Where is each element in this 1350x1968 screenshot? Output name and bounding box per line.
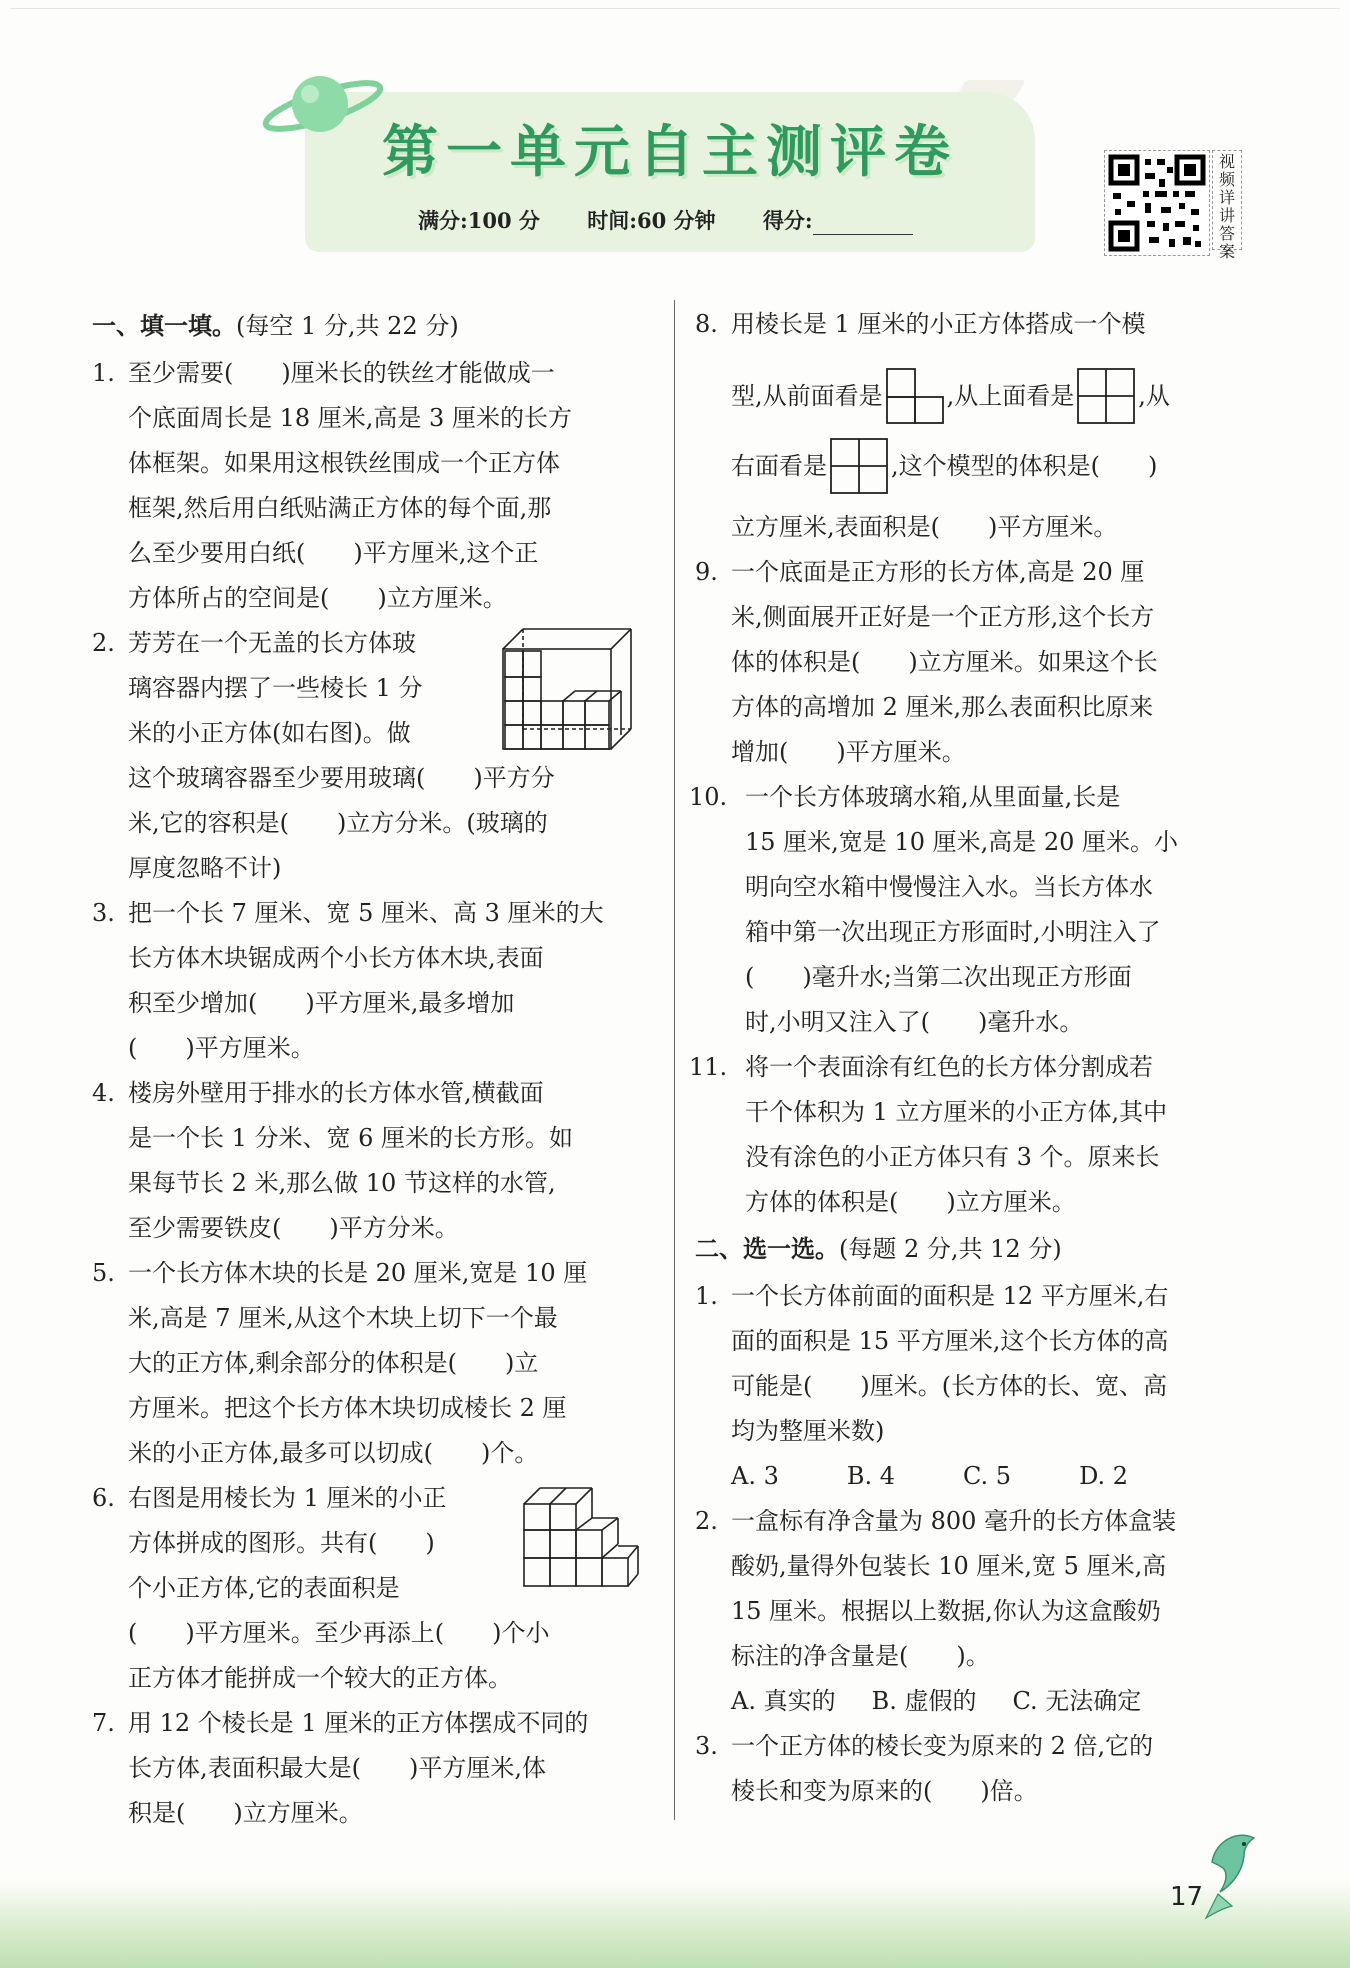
question-line: 璃容器内摆了一些棱长 1 分 bbox=[128, 674, 423, 702]
question-6 bbox=[92, 1476, 652, 1701]
question-line: 么至少要用白纸( )平方厘米,这个正 bbox=[128, 539, 539, 567]
question-line: 长方体,表面积最大是( )平方厘米,体 bbox=[128, 1754, 546, 1782]
question-text: ,从上面看是 bbox=[946, 381, 1075, 410]
choice-options-2 bbox=[695, 1679, 1255, 1724]
question-line: 增加( )平方厘米。 bbox=[731, 738, 966, 766]
question-line: 面的面积是 15 平方厘米,这个长方体的高 bbox=[731, 1327, 1169, 1355]
question-number: 11. bbox=[689, 1053, 728, 1081]
question-line: 体的体积是( )立方厘米。如果这个长 bbox=[731, 648, 1158, 676]
choice-question-1 bbox=[695, 1274, 1255, 1454]
option-b[interactable]: B. 虚假的 bbox=[871, 1687, 977, 1715]
question-line bbox=[731, 365, 1255, 427]
question-number: 8. bbox=[695, 310, 718, 338]
score-field bbox=[763, 205, 913, 235]
question-10 bbox=[689, 775, 1255, 1045]
qr-code-icon[interactable] bbox=[1104, 150, 1210, 256]
right-column bbox=[689, 302, 1255, 1814]
question-line: 用棱长是 1 厘米的小正方体搭成一个模 bbox=[731, 310, 1146, 338]
question-11 bbox=[689, 1045, 1255, 1225]
question-line: 方体的体积是( )立方厘米。 bbox=[745, 1188, 1076, 1216]
question-line: 是一个长 1 分米、宽 6 厘米的长方形。如 bbox=[128, 1124, 574, 1152]
question-line: 米的小正方体(如右图)。做 bbox=[128, 719, 411, 747]
question-line: 芳芳在一个无盖的长方体玻 bbox=[128, 629, 416, 657]
question-number: 4. bbox=[92, 1079, 115, 1107]
question-text: 右面看是 bbox=[731, 451, 827, 480]
question-text: 型,从前面看是 bbox=[731, 381, 883, 410]
option-a[interactable]: A. 真实的 bbox=[731, 1687, 836, 1715]
section-title: 二、选一选。 bbox=[695, 1235, 839, 1263]
question-text: ,这个模型的体积是( ) bbox=[891, 451, 1158, 480]
question-line: 积是( )立方厘米。 bbox=[128, 1799, 363, 1827]
option-b[interactable]: B. 4 bbox=[846, 1462, 896, 1490]
question-1 bbox=[92, 351, 652, 621]
question-line: 体框架。如果用这根铁丝围成一个正方体 bbox=[128, 449, 560, 477]
question-5 bbox=[92, 1251, 652, 1476]
option-d[interactable]: D. 2 bbox=[1079, 1462, 1128, 1490]
question-line: 标注的净含量是( )。 bbox=[731, 1642, 990, 1670]
question-number: 2. bbox=[695, 1507, 718, 1535]
question-line: ( )平方厘米。 bbox=[128, 1034, 315, 1062]
question-line: 立方厘米,表面积是( )平方厘米。 bbox=[731, 513, 1118, 541]
question-line bbox=[731, 427, 1255, 505]
question-line: 厚度忽略不计) bbox=[128, 854, 282, 882]
page-number: 17 bbox=[1170, 1882, 1204, 1912]
option-a[interactable]: A. 3 bbox=[731, 1462, 779, 1490]
question-line: 右图是用棱长为 1 厘米的小正 bbox=[128, 1484, 447, 1512]
score-blank[interactable] bbox=[813, 216, 913, 235]
question-line: 大的正方体,剩余部分的体积是( )立 bbox=[128, 1349, 539, 1377]
question-line: 一个正方体的棱长变为原来的 2 倍,它的 bbox=[731, 1732, 1154, 1760]
front-view-figure bbox=[885, 367, 945, 425]
question-line: 米,高是 7 厘米,从这个木块上切下一个最 bbox=[128, 1304, 558, 1332]
question-line: 积至少增加( )平方厘米,最多增加 bbox=[128, 989, 515, 1017]
top-view-figure bbox=[1076, 367, 1136, 425]
question-line: 时,小明又注入了( )毫升水。 bbox=[745, 1008, 1084, 1036]
time-limit: 时间:60 分钟 bbox=[587, 208, 716, 233]
question-line: 至少需要( )厘米长的铁丝才能做成一 bbox=[128, 359, 555, 387]
question-line: 可能是( )厘米。(长方体的长、宽、高 bbox=[731, 1372, 1168, 1400]
question-line: 干个体积为 1 立方厘米的小正方体,其中 bbox=[745, 1098, 1168, 1126]
question-number: 6. bbox=[92, 1484, 115, 1512]
question-line: 一个长方体前面的面积是 12 平方厘米,右 bbox=[731, 1282, 1169, 1310]
question-number: 1. bbox=[695, 1282, 718, 1310]
question-line: 米,它的容积是( )立方分米。(玻璃的 bbox=[128, 809, 548, 837]
question-line: 用 12 个棱长是 1 厘米的正方体摆成不同的 bbox=[128, 1709, 589, 1737]
question-line: 一盒标有净含量为 800 毫升的长方体盒装 bbox=[731, 1507, 1177, 1535]
question-number: 3. bbox=[92, 899, 115, 927]
question-line: 个底面周长是 18 厘米,高是 3 厘米的长方 bbox=[128, 404, 572, 432]
question-line: 方体的高增加 2 厘米,那么表面积比原来 bbox=[731, 693, 1154, 721]
qr-caption: 视频详讲答案 bbox=[1212, 150, 1242, 250]
question-line: 把一个长 7 厘米、宽 5 厘米、高 3 厘米的大 bbox=[128, 899, 604, 927]
option-c[interactable]: C. 5 bbox=[963, 1462, 1012, 1490]
question-3 bbox=[92, 891, 652, 1071]
question-line: ( )毫升水;当第二次出现正方形面 bbox=[745, 963, 1132, 991]
section-title: 一、填一填。 bbox=[92, 312, 236, 340]
glass-container-figure bbox=[497, 625, 637, 753]
question-line: 果每节长 2 米,那么做 10 节这样的水管, bbox=[128, 1169, 556, 1197]
option-c[interactable]: C. 无法确定 bbox=[1012, 1687, 1142, 1715]
question-4 bbox=[92, 1071, 652, 1251]
question-line: 15 厘米。根据以上数据,你认为这盒酸奶 bbox=[731, 1597, 1161, 1625]
question-line: 个小正方体,它的表面积是 bbox=[128, 1574, 400, 1602]
question-line: 米的小正方体,最多可以切成( )个。 bbox=[128, 1439, 539, 1467]
question-number: 5. bbox=[92, 1259, 115, 1287]
section-note: (每空 1 分,共 22 分) bbox=[236, 312, 459, 340]
question-number: 1. bbox=[92, 359, 115, 387]
question-line: 方体所占的空间是( )立方厘米。 bbox=[128, 584, 507, 612]
question-line: 棱长和变为原来的( )倍。 bbox=[731, 1777, 1038, 1805]
score-label: 得分: bbox=[762, 208, 813, 233]
dolphin-icon bbox=[1198, 1822, 1268, 1922]
question-line: 长方体木块锯成两个小长方体木块,表面 bbox=[128, 944, 544, 972]
question-7 bbox=[92, 1701, 652, 1836]
question-line: 这个玻璃容器至少要用玻璃( )平方分 bbox=[128, 764, 555, 792]
question-line: 方体拼成的图形。共有( ) bbox=[128, 1529, 435, 1557]
page-title: 第一单元自主测评卷 bbox=[382, 120, 958, 185]
question-line: 方厘米。把这个长方体木块切成棱长 2 厘 bbox=[128, 1394, 567, 1422]
question-number: 7. bbox=[92, 1709, 115, 1737]
question-number: 3. bbox=[695, 1732, 718, 1760]
section-multiple-choice bbox=[695, 1227, 1255, 1272]
choice-question-3 bbox=[695, 1724, 1255, 1814]
question-line: 酸奶,量得外包装长 10 厘米,宽 5 厘米,高 bbox=[731, 1552, 1167, 1580]
section-note: (每题 2 分,共 12 分) bbox=[839, 1235, 1062, 1263]
column-divider bbox=[674, 300, 675, 1820]
choice-question-2 bbox=[695, 1499, 1255, 1679]
question-line: 正方体才能拼成一个较大的正方体。 bbox=[128, 1664, 512, 1692]
question-number: 9. bbox=[695, 558, 718, 586]
question-line: 楼房外壁用于排水的长方体水管,横截面 bbox=[128, 1079, 544, 1107]
right-view-figure bbox=[829, 437, 889, 495]
section-fill-in bbox=[92, 304, 652, 349]
page-edge bbox=[10, 8, 1340, 9]
question-line: 米,侧面展开正好是一个正方形,这个长方 bbox=[731, 603, 1155, 631]
question-line: 明向空水箱中慢慢注入水。当长方体水 bbox=[745, 873, 1153, 901]
footer-band bbox=[0, 1880, 1350, 1968]
question-number: 10. bbox=[689, 783, 728, 811]
question-line: 均为整厘米数) bbox=[731, 1417, 885, 1445]
exam-meta bbox=[418, 205, 913, 235]
question-line: 箱中第一次出现正方形面时,小明注入了 bbox=[745, 918, 1161, 946]
question-2 bbox=[92, 621, 652, 891]
cube-stack-figure bbox=[522, 1478, 640, 1594]
choice-options-1 bbox=[695, 1454, 1255, 1499]
question-line: 将一个表面涂有红色的长方体分割成若 bbox=[745, 1053, 1153, 1081]
question-line: 一个底面是正方形的长方体,高是 20 厘 bbox=[731, 558, 1145, 586]
full-score: 满分:100 分 bbox=[418, 208, 540, 233]
question-line: 至少需要铁皮( )平方分米。 bbox=[128, 1214, 459, 1242]
question-line: 一个长方体玻璃水箱,从里面量,长是 bbox=[745, 783, 1121, 811]
question-line: 没有涂色的小正方体只有 3 个。原来长 bbox=[745, 1143, 1160, 1171]
question-number: 2. bbox=[92, 629, 115, 657]
question-text: ,从 bbox=[1138, 381, 1170, 410]
question-line: 框架,然后用白纸贴满正方体的每个面,那 bbox=[128, 494, 552, 522]
question-8 bbox=[695, 302, 1255, 550]
question-line: 一个长方体木块的长是 20 厘米,宽是 10 厘 bbox=[128, 1259, 588, 1287]
left-column bbox=[92, 302, 652, 1836]
question-line: ( )平方厘米。至少再添上( )个小 bbox=[128, 1619, 550, 1647]
question-line: 15 厘米,宽是 10 厘米,高是 20 厘米。小 bbox=[745, 828, 1179, 856]
question-9 bbox=[695, 550, 1255, 775]
